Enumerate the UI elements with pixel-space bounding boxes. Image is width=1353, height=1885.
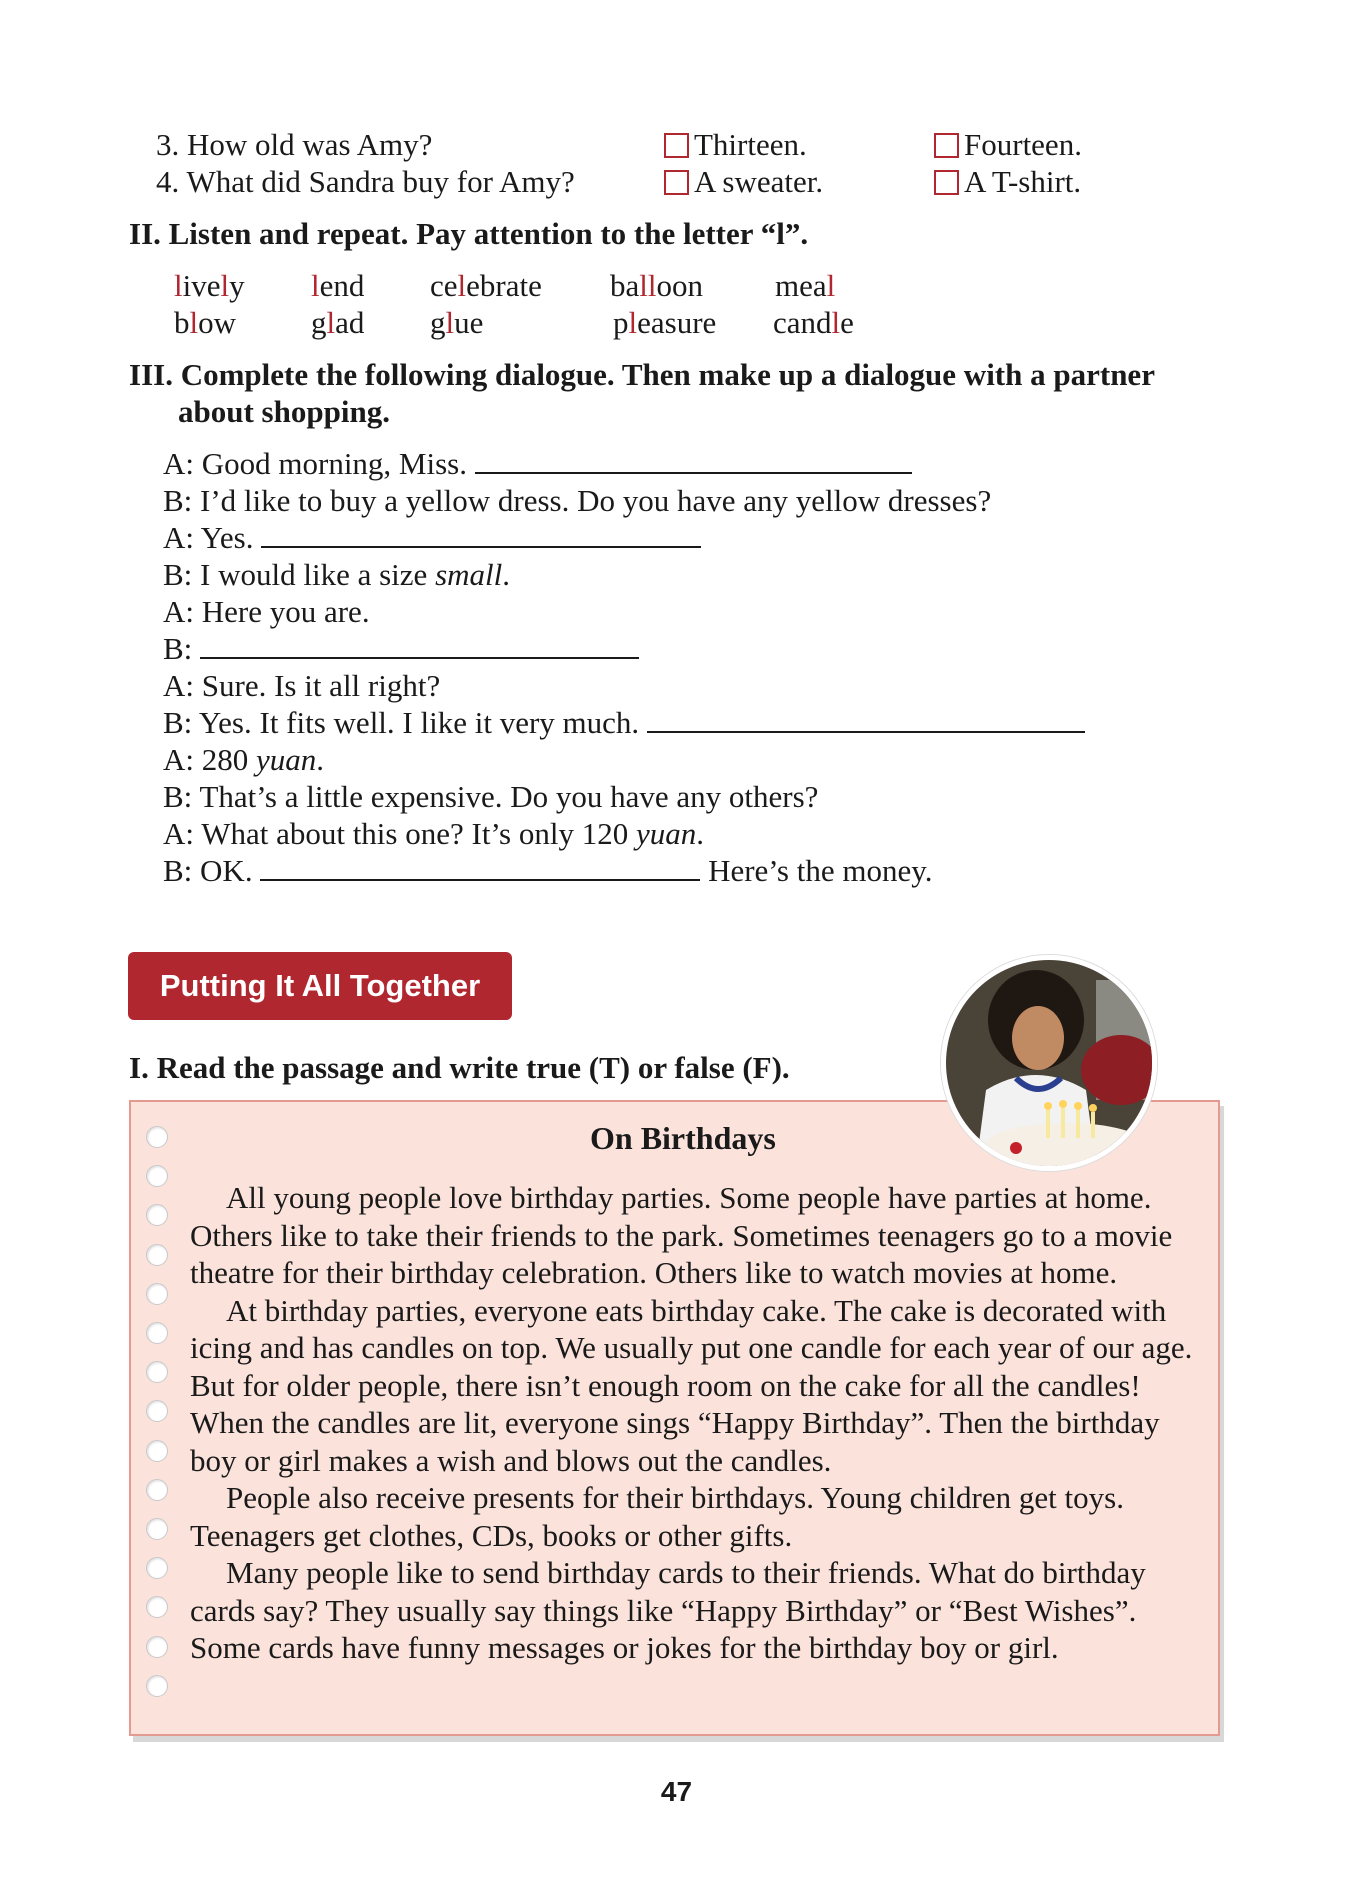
dialogue-line xyxy=(163,519,701,556)
passage-body xyxy=(190,1179,1200,1667)
section-banner: Putting It All Together xyxy=(128,952,512,1020)
checkbox[interactable] xyxy=(934,170,959,195)
highlighted-letter: l xyxy=(311,268,320,303)
question-3: 3. How old was Amy? xyxy=(156,127,433,162)
binder-ring xyxy=(146,1636,168,1658)
phonics-word xyxy=(311,267,364,304)
highlighted-letter: l xyxy=(174,268,183,303)
line-text-italic: yuan xyxy=(635,816,697,851)
word-part: g xyxy=(430,305,446,340)
phonics-word xyxy=(174,267,245,304)
answer-blank[interactable] xyxy=(475,446,912,474)
option-label: Fourteen. xyxy=(964,127,1082,162)
word-part: mea xyxy=(775,268,827,303)
passage-paragraph: Many people like to send birthday cards to their friends. What do birthday cards say? They usually say things like “Happy Birthday” or “Best Wishes”. Some cards have funny messages or jokes for the birthday boy or girl. xyxy=(190,1555,1146,1665)
highlighted-letter: l xyxy=(831,305,841,340)
line-text: B: xyxy=(163,631,193,666)
birthday-girl-photo xyxy=(941,955,1157,1171)
checkbox[interactable] xyxy=(664,133,689,158)
checkbox[interactable] xyxy=(664,170,689,195)
phonics-word xyxy=(610,267,703,304)
word-part: ce xyxy=(430,268,458,303)
passage-paragraph: At birthday parties, everyone eats birthday cake. The cake is decorated with icing and has candles on top. We usually put one candle for each year of our age. But for older people, there isn’t enough room on the cake for all the candles! When the candles are lit, everyone sings “Happy Birthday”. Then the birthday boy or girl makes a wish and blows out the candles. xyxy=(190,1292,1193,1478)
dialogue-line xyxy=(163,741,324,778)
word-part: easure xyxy=(637,305,717,340)
phonics-word xyxy=(311,304,364,341)
line-text: A: Yes. xyxy=(163,520,254,555)
line-text: . xyxy=(316,742,325,777)
highlighted-letter: l xyxy=(220,268,230,303)
binder-ring xyxy=(146,1479,168,1501)
dialogue-line xyxy=(163,704,1085,741)
word-part: ue xyxy=(454,305,484,340)
word-part: cand xyxy=(773,305,832,340)
word-part: g xyxy=(311,305,327,340)
answer-blank[interactable] xyxy=(200,631,639,659)
question-4: 4. What did Sandra buy for Amy? xyxy=(156,164,575,199)
answer-blank[interactable] xyxy=(260,853,700,881)
option-label: A sweater. xyxy=(694,164,824,199)
word-part: ow xyxy=(198,305,237,340)
dialogue-line xyxy=(163,630,639,667)
word-part: p xyxy=(613,305,629,340)
section-3-title: III. Complete the following dialogue. Then make up a dialogue with a partner xyxy=(129,357,1155,392)
word-part: e xyxy=(840,305,854,340)
reading-instruction: I. Read the passage and write true (T) or false (F). xyxy=(129,1050,790,1085)
line-text: A: Good morning, Miss. xyxy=(163,446,467,481)
dialogue-line: A: Here you are. xyxy=(163,594,370,629)
phonics-word xyxy=(430,267,542,304)
section-2-title: II. Listen and repeat. Pay attention to the letter “l”. xyxy=(129,216,809,251)
binder-ring xyxy=(146,1322,168,1344)
passage-title: On Birthdays xyxy=(590,1120,776,1156)
line-text-italic: small xyxy=(435,557,503,592)
phonics-word xyxy=(773,304,854,341)
answer-blank[interactable] xyxy=(647,705,1085,733)
highlighted-letter: l xyxy=(326,305,336,340)
phonics-word xyxy=(775,267,835,304)
question-3-option-a[interactable] xyxy=(664,126,807,163)
line-text: B: I would like a size xyxy=(163,557,436,592)
dialogue-line: B: I’d like to buy a yellow dress. Do you have any yellow dresses? xyxy=(163,483,992,518)
word-part: oon xyxy=(656,268,703,303)
phonics-word xyxy=(430,304,483,341)
question-4-option-b[interactable] xyxy=(934,163,1081,200)
word-part: ebrate xyxy=(466,268,542,303)
line-text: B: OK. xyxy=(163,853,253,888)
line-text: . xyxy=(696,816,704,851)
line-text: Here’s the money. xyxy=(708,853,933,888)
binder-ring xyxy=(146,1518,168,1540)
dialogue-line xyxy=(163,852,932,889)
dialogue-line xyxy=(163,445,912,482)
line-text-italic: yuan xyxy=(256,742,317,777)
binder-ring xyxy=(146,1283,168,1305)
binder-ring xyxy=(146,1126,168,1148)
word-part: b xyxy=(174,305,190,340)
line-text: . xyxy=(502,557,510,592)
photo-illustration xyxy=(946,960,1152,1166)
section-3-title-cont: about shopping. xyxy=(178,394,390,429)
highlighted-letter: l xyxy=(457,268,467,303)
dialogue-line xyxy=(163,556,510,593)
passage-paragraph: People also receive presents for their birthdays. Young children get toys. Teenagers get clothes, CDs, books or other gifts. xyxy=(190,1480,1124,1553)
passage-paragraph: All young people love birthday parties. Some people have parties at home. Others like to take their friends to the park. Sometimes teenagers go to a movie theatre for their birthday celebration. Others like to watch movies at home. xyxy=(190,1180,1173,1290)
word-part: ive xyxy=(182,268,221,303)
word-part: end xyxy=(319,268,365,303)
word-part: ba xyxy=(610,268,640,303)
dialogue-line xyxy=(163,815,704,852)
question-4-option-a[interactable] xyxy=(664,163,823,200)
checkbox[interactable] xyxy=(934,133,959,158)
highlighted-letter: l xyxy=(628,305,638,340)
word-part: ad xyxy=(335,305,365,340)
binder-ring xyxy=(146,1244,168,1266)
word-part: y xyxy=(229,268,245,303)
highlighted-letter: ll xyxy=(639,268,657,303)
phonics-word xyxy=(174,304,236,341)
option-label: Thirteen. xyxy=(694,127,807,162)
binder-ring xyxy=(146,1440,168,1462)
page-number: 47 xyxy=(660,1776,693,1807)
dialogue-line: A: Sure. Is it all right? xyxy=(163,668,441,703)
highlighted-letter: l xyxy=(826,268,836,303)
line-text: B: Yes. It fits well. I like it very much. xyxy=(163,705,640,740)
highlighted-letter: l xyxy=(445,305,455,340)
option-label: A T-shirt. xyxy=(964,164,1082,199)
line-text: A: What about this one? It’s only 120 xyxy=(163,816,636,851)
dialogue-line: B: That’s a little expensive. Do you have any others? xyxy=(163,779,819,814)
question-3-option-b[interactable] xyxy=(934,126,1082,163)
highlighted-letter: l xyxy=(189,305,199,340)
binder-ring xyxy=(146,1675,168,1697)
phonics-word xyxy=(613,304,716,341)
answer-blank[interactable] xyxy=(261,520,701,548)
line-text: A: 280 xyxy=(163,742,256,777)
